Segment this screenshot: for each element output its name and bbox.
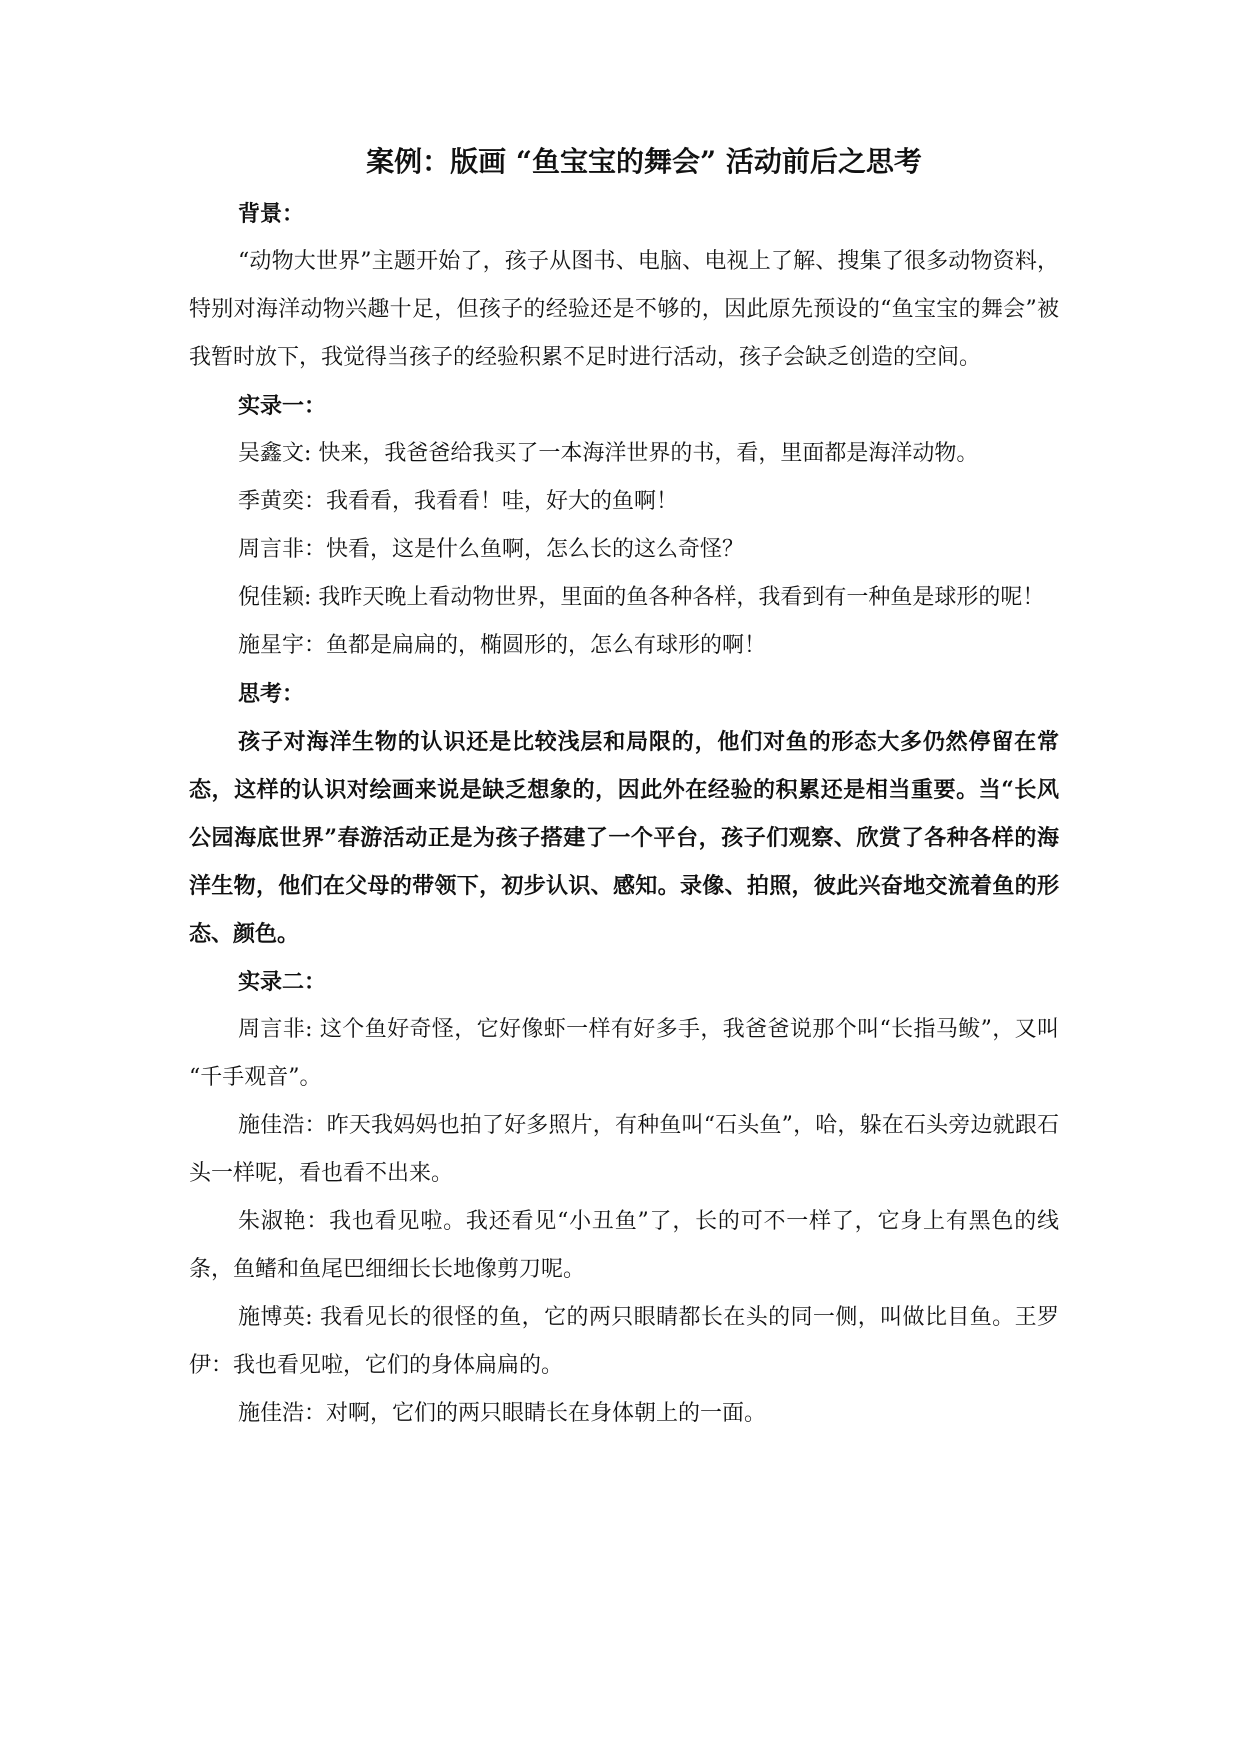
record2-line: 朱淑艳：我也看见啦。我还看见“小丑鱼”了，长的可不一样了，它身上有黑色的线条，鱼鳍和鱼尾巴细细长长地像剪刀呢。 (189, 1209, 1059, 1282)
page-title: 案例：版画 “鱼宝宝的舞会” 活动前后之思考 (366, 145, 922, 178)
thinking-paragraph: 孩子对海洋生物的认识还是比较浅层和局限的，他们对鱼的形态大多仍然停留在常态，这样的认识对绘画来说是缺乏想象的，因此外在经验的积累还是相当重要。当“长风公园海底世界”春游活动正是为孩子搭建了一个平台，孩子们观察、欣赏了各种各样的海洋生物，他们在父母的带领下，初步认识、感知。录像、拍照，彼此兴奋地交流着鱼的形态、颜色。 (189, 729, 1059, 947)
record2-line: 施博英: 我看见长的很怪的鱼，它的两只眼睛都长在头的同一侧，叫做比目鱼。王罗伊：我也看见啦，它们的身体扁扁的。 (189, 1305, 1059, 1378)
record1-line: 吴鑫文: 快来，我爸爸给我买了一本海洋世界的书，看，里面都是海洋动物。 (238, 441, 979, 466)
record1-line: 倪佳颖: 我昨天晚上看动物世界，里面的鱼各种各样，我看到有一种鱼是球形的呢！ (238, 585, 1045, 610)
record2-line: 施佳浩：对啊，它们的两只眼睛长在身体朝上的一面。 (238, 1401, 767, 1426)
record2-heading: 实录二： (238, 969, 327, 995)
record1-line: 季黄奕：我看看，我看看！哇，好大的鱼啊！ (238, 489, 679, 514)
thinking-heading: 思考： (238, 681, 305, 707)
record1-line: 施星宇：鱼都是扁扁的，椭圆形的，怎么有球形的啊！ (238, 633, 767, 658)
background-heading: 背景： (238, 201, 305, 227)
record2-line: 施佳浩：昨天我妈妈也拍了好多照片，有种鱼叫“石头鱼”，哈，躲在石头旁边就跟石头一样呢，看也看不出来。 (189, 1113, 1059, 1186)
record1-heading: 实录一： (238, 393, 327, 419)
record1-line: 周言非：快看，这是什么鱼啊，怎么长的这么奇怪？ (238, 537, 745, 562)
record2-line: 周言非: 这个鱼好奇怪，它好像虾一样有好多手，我爸爸说那个叫“长指马鲅”，又叫 “千手观音”。 (189, 1017, 1059, 1090)
background-paragraph: “动物大世界”主题开始了，孩子从图书、电脑、电视上了解、搜集了很多动物资料，特别对海洋动物兴趣十足，但孩子的经验还是不够的，因此原先预设的“鱼宝宝的舞会”被我暂时放下，我觉得当孩子的经验积累不足时进行活动，孩子会缺乏创造的空间。 (189, 249, 1059, 370)
document-page (189, 140, 1059, 1438)
